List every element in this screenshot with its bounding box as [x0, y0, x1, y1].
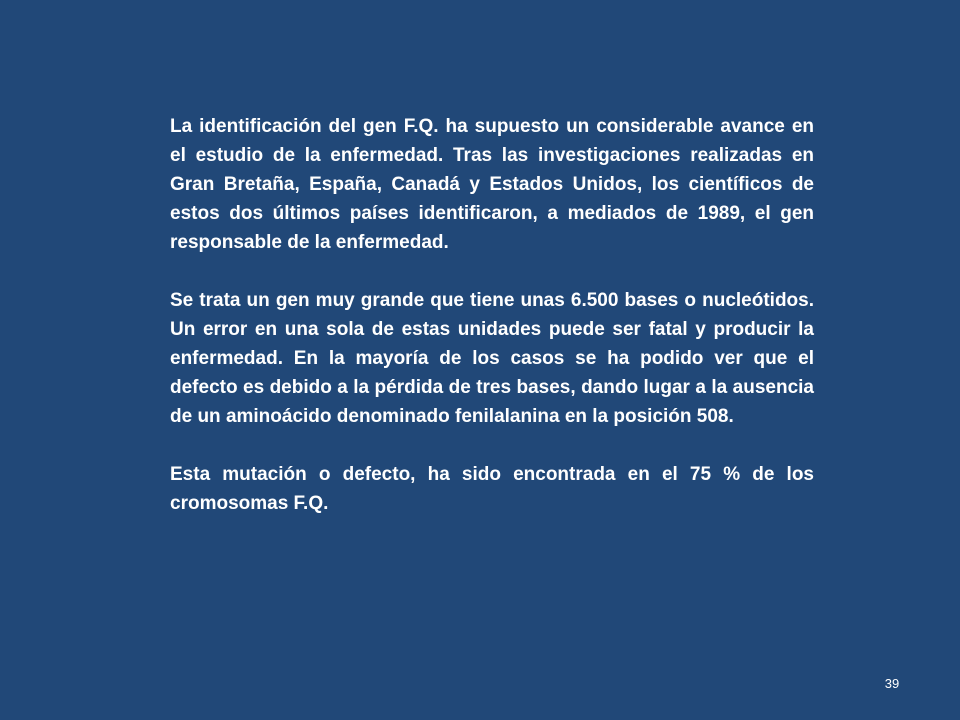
paragraph-gene-identification: La identificación del gen F.Q. ha supuesto un considerable avance en el estudio de la enfermedad. Tras las investigaciones realizadas en Gran Bretaña, España, Canadá y Estados Unidos, los científicos de estos dos últimos países identificaron, a mediados de 1989, el gen responsable de la enfermedad.: [170, 116, 814, 253]
paragraph-gene-description: Se trata un gen muy grande que tiene unas 6.500 bases o nucleótidos. Un error en una sola de estas unidades puede ser fatal y producir la enfermedad. En la mayoría de los casos se ha podido ver que el defecto es debido a la pérdida de tres bases, dando lugar a la ausencia de un aminoácido denominado fenilalanina en la posición 508.: [170, 290, 814, 427]
slide-body-text: [170, 112, 814, 547]
page-number: 39: [884, 676, 900, 691]
paragraph-mutation-frequency: Esta mutación o defecto, ha sido encontrada en el 75 % de los cromosomas F.Q.: [170, 464, 814, 514]
